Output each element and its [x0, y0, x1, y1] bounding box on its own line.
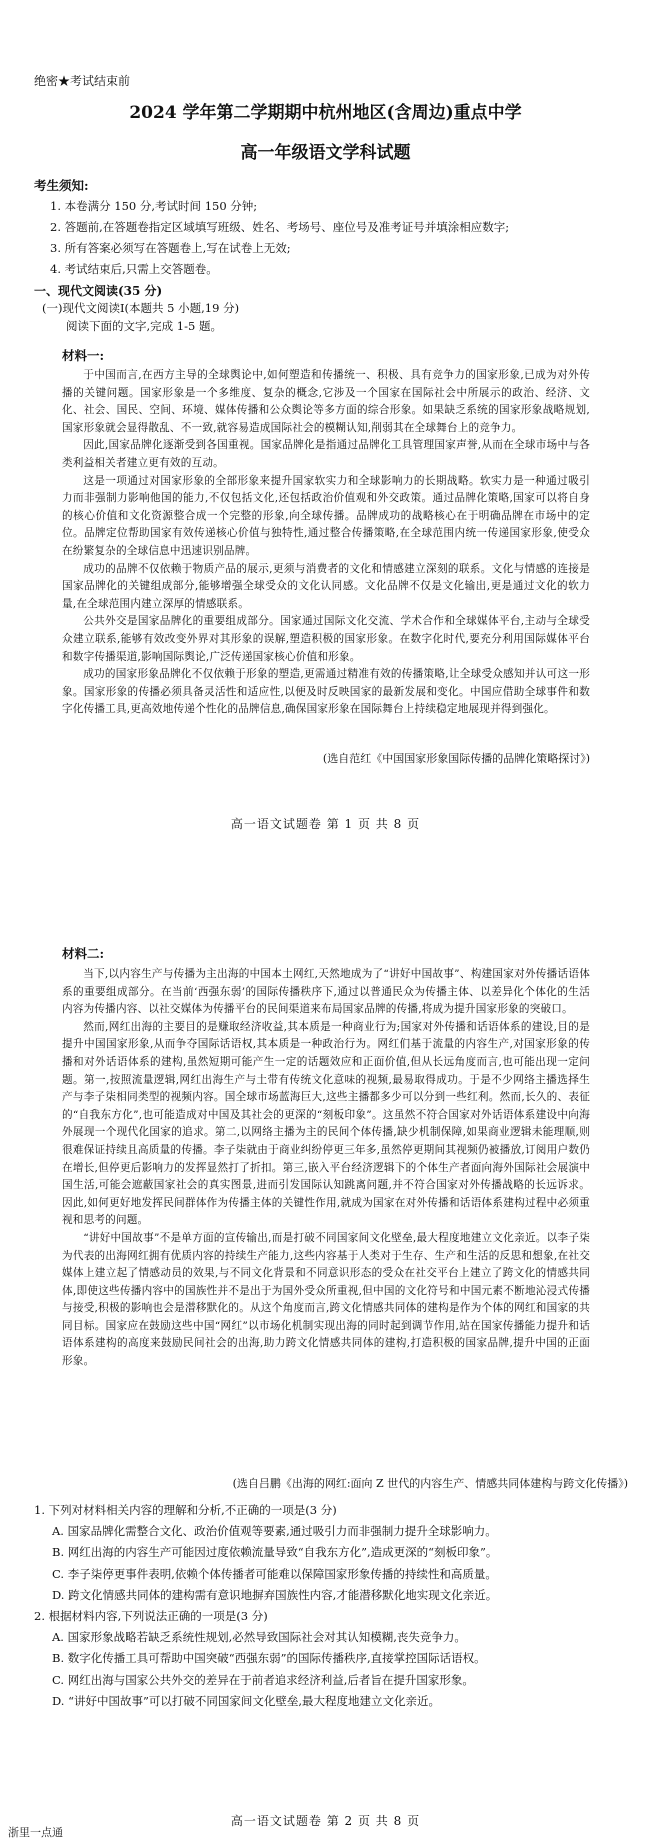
secret-label: 绝密★考试结束前	[34, 74, 131, 88]
option-b: B. 网红出海的内容生产可能因过度依赖流量导致“自我东方化”,造成更深的“刻板印象”。	[52, 1545, 498, 1560]
option-a: A. 国家品牌化需整合文化、政治价值观等要素,通过吸引力而非强制力提升全球影响力。	[52, 1524, 497, 1539]
notice-list	[50, 196, 630, 280]
paragraph: 然而,网红出海的主要目的是赚取经济收益,其本质是一种商业行为;国家对外传播和话语体系的建设,目的是提升中国国家形象,从而争夺国际话语权,其本质是一种政治行为。网红们基于流量的内容生产,对国家形象的传播和对外话语体系的建构,虽然短期可能产生一定的话题效应和正面价值,但从长远角度而言,也可能出现一定问题。第一,按照流量逻辑,网红出海生产与土带有传统文化意味的视频,最易取得成功。于是不少网络主播选择生产与李子柒相同类型的视频内容。国全球市场蓝海巨大,这些主播都多少可以分到一些红利。然而,长久的、表征的“自我东方化”,也可能造成对中国及其社会的更深的“刻板印象”。这虽然不符合国家对外话语体系建设中向海外展现一个现代化国家的追求。第二,以网络主播为主的民间个体传播,缺少机制保障,如果商业逻辑未能理顺,则很难保证持续且高质量的传播。李子柒就由于商业纠纷停更三年多,虽然停更期间其视频仍被播放,订阅用户数仍在增长,但停更后影响力的发挥显然打了折扣。第三,嵌入平台经济逻辑下的个体生产者面向海外国际社会展演中国生活,可能会遮蔽国家社会的真实图景,进而引发国际认知跳离问题,并不符合国家对外传播战略的长远诉求。因此,如何更好地发挥民间群体作为传播主体的关键性作用,就成为国家在对外传播和话语体系建构过程中必须重视和思考的问题。	[62, 1020, 590, 1227]
paragraph: “讲好中国故事”不是单方面的宣传输出,而是打破不同国家间文化壁垒,最大程度地建立文化亲近。以李子柒为代表的出海网红拥有优质内容的持续生产能力,这些内容基于人类对于生存、生产和生活的反思和想象,在社交媒体上建立起了情感动员的效果,与不同文化背景和不同意识形态的受众在社交平台上建立了跨文化的情感共同体,即使这些传播内容中的国族性并不是出于为国外受众所重视,但中国的文化符号和中国元素不断地沁浸式传播与接受,积极的影响也会是潜移默化的。从这个角度而言,跨文化情感共同体的建构是作为个体的网红和国家的共同目标。国家应在鼓励这些中国“网红”以市场化机制实现出海的同时起到调节作用,站在国家传播能力提升和话语体系建构的高度来鼓励民间社会的出海,助力跨文化情感共同体的建构,打造积极的国家品牌,提升中国的正面形象。	[62, 1231, 590, 1368]
option-d: D. “讲好中国故事”可以打破不同国家间文化壁垒,最大程度地建立文化亲近。	[52, 1693, 441, 1708]
question-stem: 1. 下列对材料相关内容的理解和分析,不正确的一项是(3 分)	[34, 1503, 337, 1517]
paragraph: 成功的国家形象品牌化不仅依赖于形象的塑造,更需通过精准有效的传播策略,让全球受众感知并认可这一形象。国家形象的传播必须具备灵活性和适应性,以便及时反映国家的最新发展和变化。中国应借助全球事件和数字化传播工具,更高效地传递个性化的品牌信息,确保国家形象在国际舞台上持续稳定地展现并得到强化。	[62, 668, 590, 716]
option-d: D. 跨文化情感共同体的建构需有意识地摒弃国族性内容,才能潜移默化地实现文化亲近。	[52, 1587, 498, 1602]
paragraph: 于中国而言,在西方主导的全球舆论中,如何塑造和传播统一、积极、具有竞争力的国家形象,已成为对外传播的关键问题。国家形象是一个多维度、复杂的概念,它涉及一个国家在国际社会中所展示的政治、经济、文化、社会、国民、空间、环境、媒体传播和公众舆论等多方面的综合形象。如果缺乏系统的国家形象战略规划,国家形象就会显得散乱、不一致,就容易造成国际社会的模糊认知,削弱其在全球舞台上的竞争力。	[62, 369, 590, 434]
question-stem: 2. 根据材料内容,下列说法正确的一项是(3 分)	[34, 1609, 268, 1624]
exam-title: 2024 学年第二学期期中杭州地区(含周边)重点中学	[129, 103, 522, 123]
material1-heading: 材料一:	[62, 348, 105, 363]
question-1	[34, 1500, 624, 1606]
paragraph: 这是一项通过对国家形象的全部形象来提升国家软实力和全球影响力的长期战略。软实力是一种通过吸引力而非强制力影响他国的能力,不仅包括文化,还包括政治价值观和外交政策。通过品牌化策略,国家可以将自身的核心价值和文化资源整合成一个完整的形象,向全球传播。品牌成功的战略核心在于明确品牌在市场中的定位。品牌定位帮助国家有效传递核心价值与独特性,通过整合传播策略,在全球范围内统一传递国家形象,使受众在纷繁复杂的全球信息中迅速识别品牌。	[62, 474, 590, 557]
notice-heading: 考生须知:	[34, 178, 89, 193]
paragraph: 因此,国家品牌化逐渐受到各国重视。国家品牌化是指通过品牌化工具管理国家声誉,从而在全球市场中与各类利益相关者建立更有效的互动。	[62, 439, 590, 469]
option-b: B. 数字化传播工具可帮助中国突破“西强东弱”的国际传播秩序,直接掌控国际话语权。	[52, 1651, 486, 1666]
paragraph: 当下,以内容生产与传播为主出海的中国本土网红,天然地成为了“讲好中国故事”、构建国家对外传播话语体系的重要组成部分。在当前‘西强东弱’的国际传播秩序下,通过以普通民众为传播主体、以差异化个体化的生活内容为传播内容、以社交媒体为传播平台的民间渠道来布局国家品牌的传播,将成为提升国家形象的突破口。	[62, 968, 590, 1016]
exam-page-2	[0, 920, 651, 1842]
paragraph: 成功的品牌不仅依赖于物质产品的展示,更须与消费者的文化和情感建立深刻的联系。文化与情感的连接是国家品牌化的关键组成部分,能够增强全球受众的文化认同感。文化品牌不仅是文化输出,更是通过文化的软力量,在全球范围内建立深厚的情感联系。	[62, 562, 590, 610]
page-footer: 高一语文试题卷 第 1 页 共 8 页	[230, 817, 421, 831]
material2-body	[62, 966, 590, 1371]
watermark: 浙里一点通	[8, 1826, 63, 1839]
material2-source: (选自吕鹏《出海的网红:面向 Z 世代的内容生产、情感共同体建构与跨文化传播》)	[232, 1477, 628, 1490]
notice-item: 4. 考试结束后,只需上交答题卷。	[50, 262, 218, 276]
page-footer: 高一语文试题卷 第 2 页 共 8 页	[230, 1814, 421, 1828]
notice-item: 1. 本卷满分 150 分,考试时间 150 分钟;	[50, 199, 258, 213]
exam-page-1	[0, 0, 651, 920]
paragraph: 公共外交是国家品牌化的重要组成部分。国家通过国际文化交流、学术合作和全球媒体平台,主动与全球受众建立联系,能够有效改变外界对其形象的误解,塑造积极的国家形象。在数字化时代,要充分利用国际媒体平台和数字传播渠道,影响国际舆论,广泛传递国家核心价值和形象。	[62, 615, 590, 663]
option-a: A. 国家形象战略若缺乏系统性规划,必然导致国际社会对其认知模糊,丧失竞争力。	[52, 1630, 466, 1645]
material1-body	[62, 367, 590, 719]
exam-subtitle: 高一年级语文学科试题	[240, 143, 411, 163]
reading-instruction: 阅读下面的文字,完成 1-5 题。	[66, 319, 222, 333]
section-title: 一、现代文阅读(35 分)	[34, 284, 163, 298]
question-2	[34, 1606, 624, 1712]
option-c: C. 李子柒停更事件表明,依赖个体传播者可能难以保障国家形象传播的持续性和高质量。	[52, 1566, 497, 1581]
material2-heading: 材料二:	[62, 946, 105, 961]
subsection-title: (一)现代文阅读Ⅰ(本题共 5 小题,19 分)	[42, 301, 240, 315]
notice-item: 2. 答题前,在答题卷指定区域填写班级、姓名、考场号、座位号及准考证号并填涂相应数字;	[50, 220, 510, 234]
question-block	[34, 1500, 624, 1712]
material1-source: (选自范红《中国国家形象国际传播的品牌化策略探讨》)	[322, 752, 590, 765]
notice-item: 3. 所有答案必须写在答题卷上,写在试卷上无效;	[50, 241, 291, 255]
option-c: C. 网红出海与国家公共外交的差异在于前者追求经济利益,后者旨在提升国家形象。	[52, 1672, 474, 1687]
